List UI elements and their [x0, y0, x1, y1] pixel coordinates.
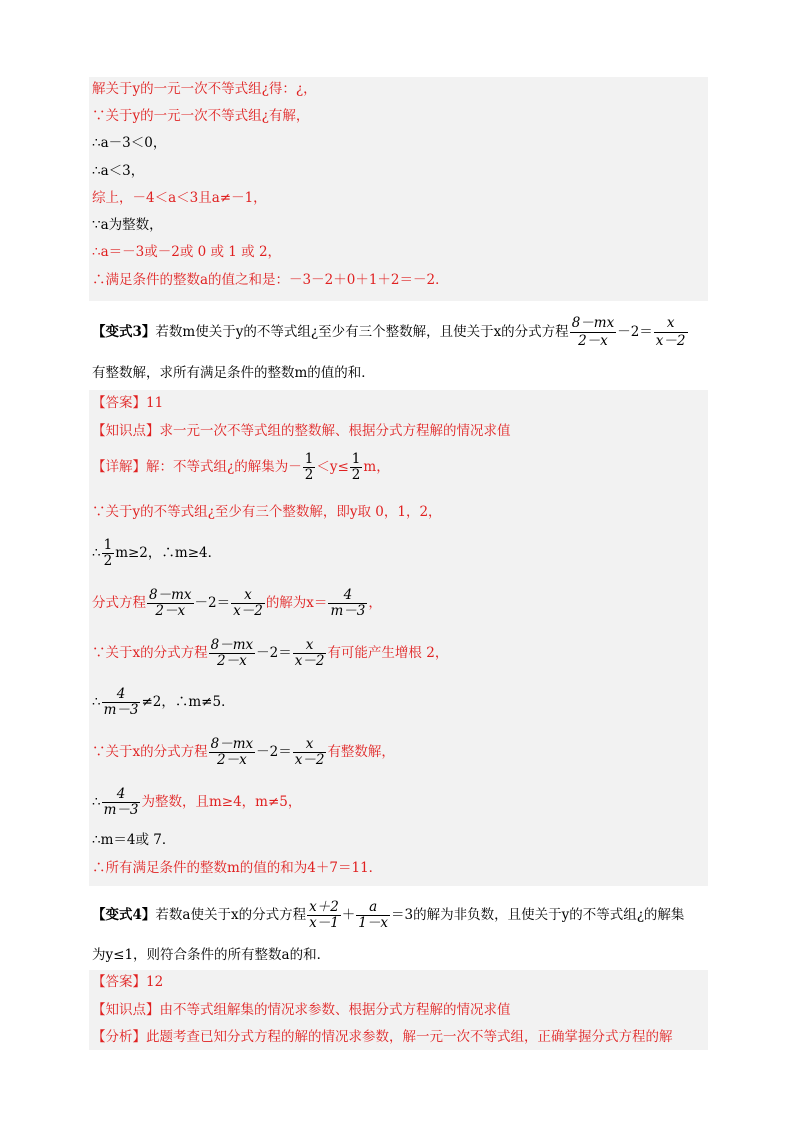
numerator: 1 — [103, 537, 113, 553]
variant-tag: 【变式3】 — [92, 324, 156, 340]
text: －2＝ — [256, 645, 292, 661]
line — [92, 242, 281, 262]
text: 为y≤1，则符合条件的所有整数a的和． — [92, 947, 331, 963]
fraction — [356, 900, 390, 931]
numerator: x＋2 — [309, 899, 339, 915]
line — [92, 502, 442, 522]
fraction — [570, 315, 617, 350]
fraction — [102, 787, 141, 818]
line — [92, 270, 449, 290]
fraction — [350, 452, 363, 483]
text: 有整数解，求所有满足条件的整数m的值的和． — [92, 365, 375, 381]
numerator: x — [244, 587, 252, 603]
line — [92, 79, 317, 99]
text: m≥2，∴m≥4． — [115, 545, 222, 561]
analysis-line — [92, 1027, 673, 1047]
denominator: m－3 — [103, 702, 139, 718]
variant4-question-cont — [92, 945, 330, 965]
numerator: 1 — [304, 451, 314, 467]
answer-line — [92, 972, 163, 992]
text: －2＝ — [194, 595, 231, 611]
denominator: 1－x — [358, 915, 388, 931]
variant3-question — [92, 315, 689, 350]
fraction — [293, 737, 327, 768]
variant4-question — [92, 900, 684, 931]
text: 为整数，且m≥4，m≠5， — [141, 794, 302, 810]
text: 若数m使关于y的不等式组¿至少有三个整数解，且使关于x的分式方程 — [155, 324, 569, 340]
line — [92, 737, 395, 768]
text: ∴m＝4或 7． — [92, 832, 176, 848]
fraction — [328, 588, 367, 619]
text: 【答案】12 — [92, 974, 164, 990]
denominator: x－1 — [309, 915, 339, 931]
text: 【详解】解：不等式组¿的解集为－ — [92, 459, 302, 475]
denominator: x－2 — [294, 752, 325, 768]
text: －2＝ — [256, 744, 292, 760]
numerator: 4 — [343, 587, 353, 603]
denominator: 2 — [103, 553, 113, 569]
text: 【知识点】由不等式组解集的情况求参数、根据分式方程解的情况求值 — [92, 1002, 511, 1018]
line — [92, 687, 235, 718]
denominator: 2－x — [209, 752, 256, 768]
text: ∴ — [92, 545, 101, 561]
text: ≠2，∴m≠5． — [141, 694, 235, 710]
text: ∵a为整数， — [92, 217, 163, 233]
text: ∴a＝－3或－2或 0 或 1 或 2， — [92, 244, 282, 260]
text: 【答案】11 — [92, 395, 164, 411]
numerator: a — [369, 899, 378, 915]
text: ∵关于x的分式方程 — [92, 645, 208, 661]
text: ∵关于y的不等式组¿至少有三个整数解，即y取 0，1，2， — [92, 504, 442, 520]
fraction — [307, 900, 341, 931]
line — [92, 161, 144, 181]
line — [92, 215, 163, 235]
variant3-question-cont — [92, 363, 375, 383]
text: ， — [368, 595, 382, 611]
text: 解关于y的一元一次不等式组¿得：¿， — [92, 81, 317, 97]
solution-block-2 — [89, 390, 708, 886]
denominator: m－3 — [103, 802, 139, 818]
numerator: x — [305, 736, 314, 752]
text: 有整数解， — [327, 744, 395, 760]
text: 【分析】此题考查已知分式方程的解的情况求参数，解一元一次不等式组，正确掌握分式方程的解 — [92, 1029, 673, 1045]
denominator: 2－x — [570, 332, 617, 350]
fraction — [654, 315, 688, 350]
line — [92, 858, 382, 878]
line — [92, 188, 267, 208]
fraction — [147, 588, 194, 619]
text: 有可能产生增根 2， — [327, 645, 449, 661]
numerator: 8－mx — [149, 587, 192, 603]
numerator: 4 — [116, 686, 126, 702]
answer-line — [92, 393, 163, 413]
fraction — [209, 638, 256, 669]
text: 分式方程 — [92, 595, 146, 611]
line — [92, 830, 175, 850]
numerator: 8－mx — [571, 315, 615, 331]
solution-block-1 — [89, 77, 708, 301]
denominator: m－3 — [330, 603, 366, 619]
denominator: x－2 — [655, 333, 686, 349]
text: ∴a＜3， — [92, 163, 145, 179]
numerator: 4 — [116, 786, 126, 802]
knowledge-line — [92, 421, 511, 441]
line — [92, 133, 166, 153]
denominator: 2－x — [147, 603, 194, 619]
line — [92, 787, 301, 818]
text: ∴所有满足条件的整数m的值的和为4＋7＝11． — [92, 860, 383, 876]
numerator: x — [305, 637, 314, 653]
numerator: 1 — [351, 451, 361, 467]
denominator: 2 — [351, 467, 361, 483]
text: ∴ — [92, 694, 101, 710]
text: 【知识点】求一元一次不等式组的整数解、根据分式方程解的情况求值 — [92, 423, 511, 439]
solution-block-3 — [89, 970, 708, 1050]
knowledge-line — [92, 1000, 511, 1020]
fraction — [231, 588, 265, 619]
fraction — [209, 737, 256, 768]
text: －2＝ — [617, 324, 653, 340]
denominator: 2－x — [209, 653, 256, 669]
text: ∴ — [92, 794, 101, 810]
text: ∵关于y的一元一次不等式组¿有解， — [92, 108, 310, 124]
text: ∴满足条件的整数a的值之和是：－3－2＋0＋1＋2＝－2． — [92, 272, 449, 288]
numerator: 8－mx — [210, 736, 254, 752]
text: ＜y≤ — [316, 459, 349, 475]
line — [92, 588, 382, 619]
detail-line — [92, 452, 390, 483]
numerator: 8－mx — [210, 637, 254, 653]
fraction — [303, 452, 316, 483]
fraction — [102, 538, 115, 569]
text: m， — [363, 459, 390, 475]
text: ＋ — [341, 907, 356, 923]
denominator: 2 — [304, 467, 314, 483]
text: 若数a使关于x的分式方程 — [155, 907, 307, 923]
variant-tag: 【变式4】 — [92, 907, 156, 923]
denominator: x－2 — [294, 653, 325, 669]
text: 综上，－4＜a＜3且a≠－1， — [92, 190, 267, 206]
text: ∵关于x的分式方程 — [92, 744, 208, 760]
fraction — [102, 687, 141, 718]
fraction — [293, 638, 327, 669]
text: ∴a－3＜0， — [92, 135, 167, 151]
text: ＝3的解为非负数，且使关于y的不等式组¿的解集 — [390, 907, 685, 923]
line — [92, 106, 309, 126]
denominator: x－2 — [233, 603, 263, 619]
numerator: x — [666, 315, 675, 331]
text: 的解为x＝ — [265, 595, 328, 611]
line — [92, 638, 448, 669]
line — [92, 538, 221, 569]
